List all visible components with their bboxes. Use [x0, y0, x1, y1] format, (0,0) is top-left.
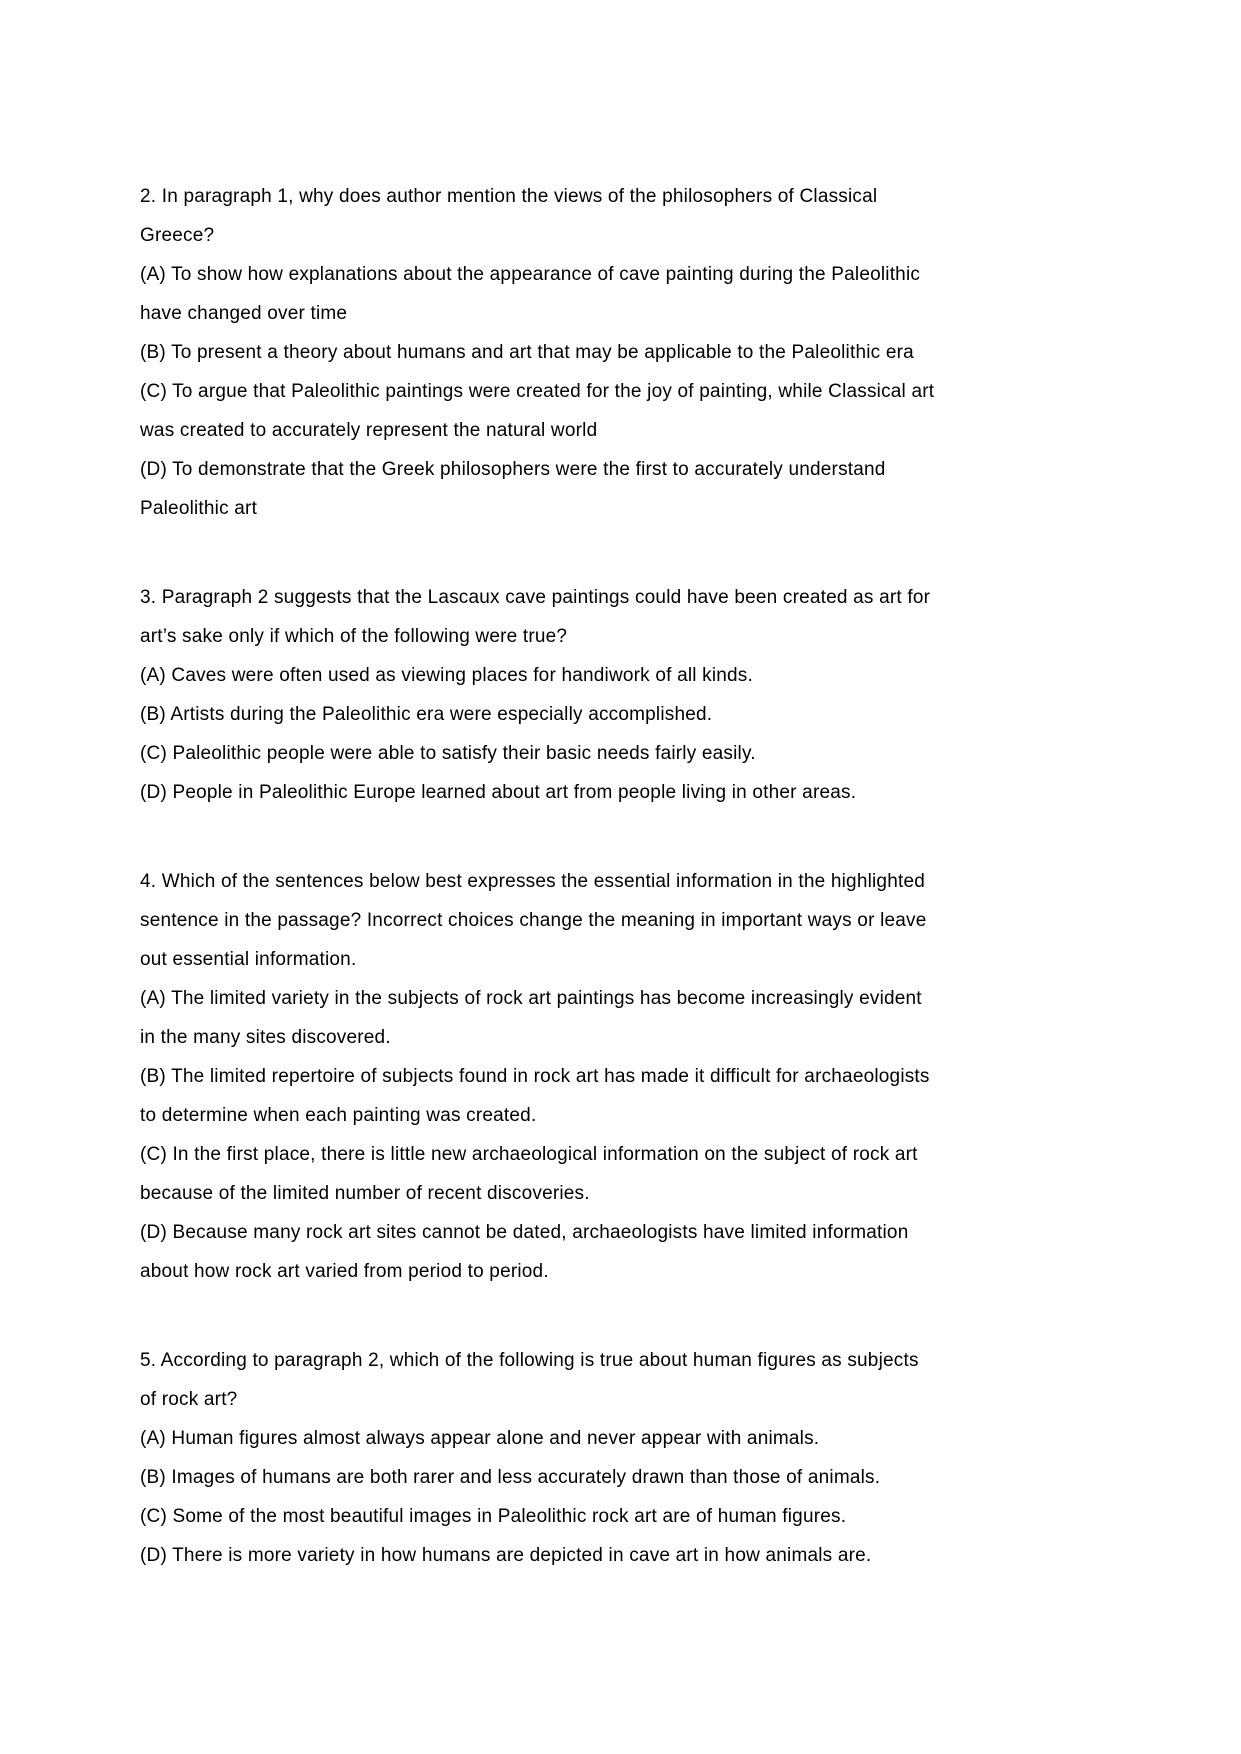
- q5-option-c-line-1: (C) Some of the most beautiful images in Paleolithic rock art are of human figures.: [140, 1506, 847, 1527]
- q5-option-b-line-1: (B) Images of humans are both rarer and less accurately drawn than those of animals.: [140, 1467, 881, 1488]
- question-3: [140, 578, 1100, 812]
- q4-stem-line-2: sentence in the passage? Incorrect choices change the meaning in important ways or leave: [140, 910, 927, 931]
- q2-option-c-line-2: was created to accurately represent the natural world: [140, 420, 598, 441]
- q5-stem-line-1: 5. According to paragraph 2, which of the following is true about human figures as subjects: [140, 1350, 919, 1371]
- q5-option-d-line-1: (D) There is more variety in how humans are depicted in cave art in how animals are.: [140, 1545, 872, 1566]
- q4-option-d-line-2: about how rock art varied from period to period.: [140, 1261, 549, 1282]
- q2-stem-line-1: 2. In paragraph 1, why does author mention the views of the philosophers of Classical: [140, 186, 878, 207]
- q2-option-b-line-1: (B) To present a theory about humans and art that may be applicable to the Paleolithic era: [140, 342, 914, 363]
- q3-option-d-line-1: (D) People in Paleolithic Europe learned about art from people living in other areas.: [140, 782, 857, 803]
- q4-option-a-line-2: in the many sites discovered.: [140, 1027, 391, 1048]
- q4-option-b-line-2: to determine when each painting was created.: [140, 1105, 537, 1126]
- q3-stem-line-1: 3. Paragraph 2 suggests that the Lascaux cave paintings could have been created as art for: [140, 587, 931, 608]
- q2-option-d-line-2: Paleolithic art: [140, 498, 258, 519]
- q3-option-c-line-1: (C) Paleolithic people were able to satisfy their basic needs fairly easily.: [140, 743, 756, 764]
- question-2: [140, 177, 1100, 528]
- q4-option-a-line-1: (A) The limited variety in the subjects of rock art paintings has become increasingly evident: [140, 988, 922, 1009]
- questions-list: [140, 177, 1100, 1575]
- q4-option-d-line-1: (D) Because many rock art sites cannot be dated, archaeologists have limited information: [140, 1222, 909, 1243]
- q5-stem-line-2: of rock art?: [140, 1389, 238, 1410]
- q5-option-a-line-1: (A) Human figures almost always appear alone and never appear with animals.: [140, 1428, 820, 1449]
- q4-stem-line-1: 4. Which of the sentences below best expresses the essential information in the highlighted: [140, 871, 925, 892]
- q4-option-c-line-1: (C) In the first place, there is little new archaeological information on the subject of rock art: [140, 1144, 918, 1165]
- q2-option-a-line-1: (A) To show how explanations about the appearance of cave painting during the Paleolithic: [140, 264, 921, 285]
- q3-stem-line-2: art’s sake only if which of the following were true?: [140, 626, 568, 647]
- q3-option-b-line-1: (B) Artists during the Paleolithic era were especially accomplished.: [140, 704, 713, 725]
- question-5: [140, 1341, 1100, 1575]
- q4-option-b-line-1: (B) The limited repertoire of subjects found in rock art has made it difficult for archaeologists: [140, 1066, 930, 1087]
- q4-option-c-line-2: because of the limited number of recent discoveries.: [140, 1183, 590, 1204]
- q2-option-c-line-1: (C) To argue that Paleolithic paintings were created for the joy of painting, while Classical art: [140, 381, 935, 402]
- q4-stem-line-3: out essential information.: [140, 949, 357, 970]
- q3-option-a-line-1: (A) Caves were often used as viewing places for handiwork of all kinds.: [140, 665, 753, 686]
- q2-option-d-line-1: (D) To demonstrate that the Greek philosophers were the first to accurately understand: [140, 459, 886, 480]
- q2-option-a-line-2: have changed over time: [140, 303, 348, 324]
- question-4: [140, 862, 1100, 1291]
- q2-stem-line-2: Greece?: [140, 225, 215, 246]
